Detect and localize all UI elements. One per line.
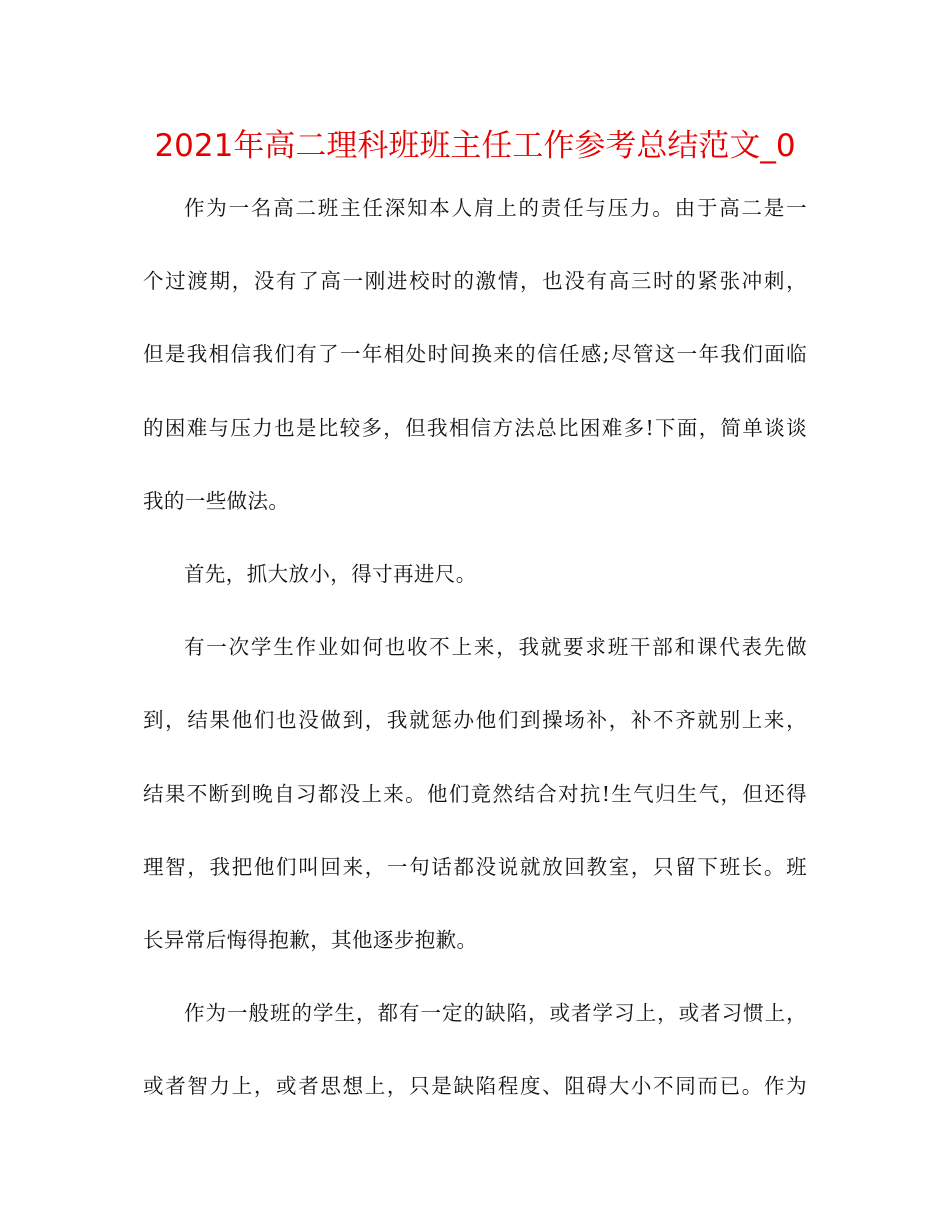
paragraph-line: 但是我相信我们有了一年相处时间换来的信任感;尽管这一年我们面临	[143, 342, 807, 367]
paragraph-line: 或者智力上，或者思想上，只是缺陷程度、阻碍大小不同而已。作为	[143, 1074, 807, 1099]
paragraph-line: 个过渡期，没有了高一刚进校时的激情，也没有高三时的紧张冲刺，	[143, 269, 807, 294]
document-title: 2021年高二理科班班主任工作参考总结范文_0	[154, 128, 796, 164]
paragraph-2	[143, 538, 807, 611]
paragraph-3	[143, 611, 807, 977]
paragraph-4	[143, 977, 807, 1123]
paragraph-line: 理智，我把他们叫回来，一句话都没说就放回教室，只留下班长。班	[143, 854, 807, 879]
paragraph-line: 我的一些做法。	[143, 488, 290, 513]
paragraph-line: 到，结果他们也没做到，我就惩办他们到操场补，补不齐就别上来，	[143, 708, 807, 733]
paragraph-line: 首先，抓大放小，得寸再进尺。	[184, 562, 477, 587]
paragraph-line: 作为一般班的学生，都有一定的缺陷，或者学习上，或者习惯上，	[184, 1001, 807, 1026]
paragraph-line: 结果不断到晚自习都没上来。他们竟然结合对抗!生气归生气，但还得	[143, 781, 807, 806]
paragraph-line: 作为一名高二班主任深知本人肩上的责任与压力。由于高二是一	[184, 196, 807, 220]
paragraph-line: 长异常后悔得抱歉，其他逐步抱歉。	[143, 928, 478, 953]
paragraph-1	[143, 172, 807, 538]
paragraph-line: 的困难与压力也是比较多，但我相信方法总比困难多!下面，简单谈谈	[143, 415, 807, 440]
paragraph-line: 有一次学生作业如何也收不上来，我就要求班干部和课代表先做	[184, 635, 807, 660]
document-body	[143, 172, 807, 1124]
